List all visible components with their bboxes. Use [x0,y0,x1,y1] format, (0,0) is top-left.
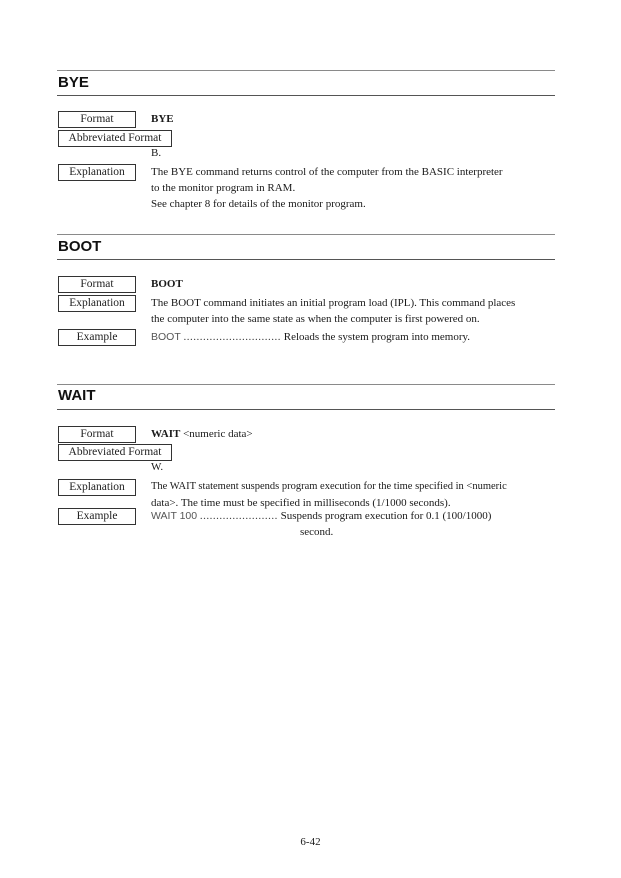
wait-format-keyword: WAIT [151,428,181,440]
bye-format-label: Format [58,111,136,128]
bye-explanation-line-3: See chapter 8 for details of the monitor program. [151,198,366,210]
boot-format-value: BOOT [151,278,183,290]
boot-example-desc: Reloads the system program into memory. [283,331,471,343]
wait-bottom-rule [57,409,555,410]
wait-format-line [151,426,253,442]
wait-abbrev-value: W. [151,461,164,473]
boot-example-dots: .............................. [183,331,282,343]
bye-heading: BYE [58,74,89,91]
wait-example-dots: ........................ [199,510,278,522]
boot-explanation-line-1: The BOOT command initiates an initial program load (IPL). This command places [151,297,516,309]
wait-explanation-line-1: The WAIT statement suspends program execution for the time specified in <numeric [151,481,507,492]
boot-heading: BOOT [58,238,102,255]
wait-heading: WAIT [58,387,96,404]
wait-example-desc-1: Suspends program execution for 0.1 (100/1000) [280,510,492,522]
boot-example-label: Example [58,329,136,346]
bye-abbrev-value: B. [151,147,162,159]
bye-explanation-line-2: to the monitor program in RAM. [151,182,296,194]
wait-format-label: Format [58,426,136,443]
wait-top-rule [57,384,555,385]
boot-bottom-rule [57,259,555,260]
wait-format-arg: <numeric data> [183,428,253,440]
boot-example-code: BOOT [151,331,181,343]
wait-example-label: Example [58,508,136,525]
bye-abbrev-label: Abbreviated Format [58,130,172,147]
wait-explanation-line-2: data>. The time must be specified in milliseconds (1/1000 seconds). [151,497,451,509]
wait-example-code: WAIT 100 [151,510,198,522]
wait-explanation-label: Explanation [58,479,136,496]
wait-example-line [151,508,491,524]
bye-explanation-label: Explanation [58,164,136,181]
boot-example-line [151,329,470,345]
bye-explanation-line-1: The BYE command returns control of the computer from the BASIC interpreter [151,166,503,178]
bye-format-value: BYE [151,113,174,125]
bye-top-rule [57,70,555,71]
page-number: 6-42 [300,836,321,848]
boot-top-rule [57,234,555,235]
boot-explanation-line-2: the computer into the same state as when the computer is first powered on. [151,313,480,325]
boot-format-label: Format [58,276,136,293]
boot-explanation-label: Explanation [58,295,136,312]
wait-example-desc-2: second. [300,526,334,538]
bye-bottom-rule [57,95,555,96]
wait-abbrev-label: Abbreviated Format [58,444,172,461]
